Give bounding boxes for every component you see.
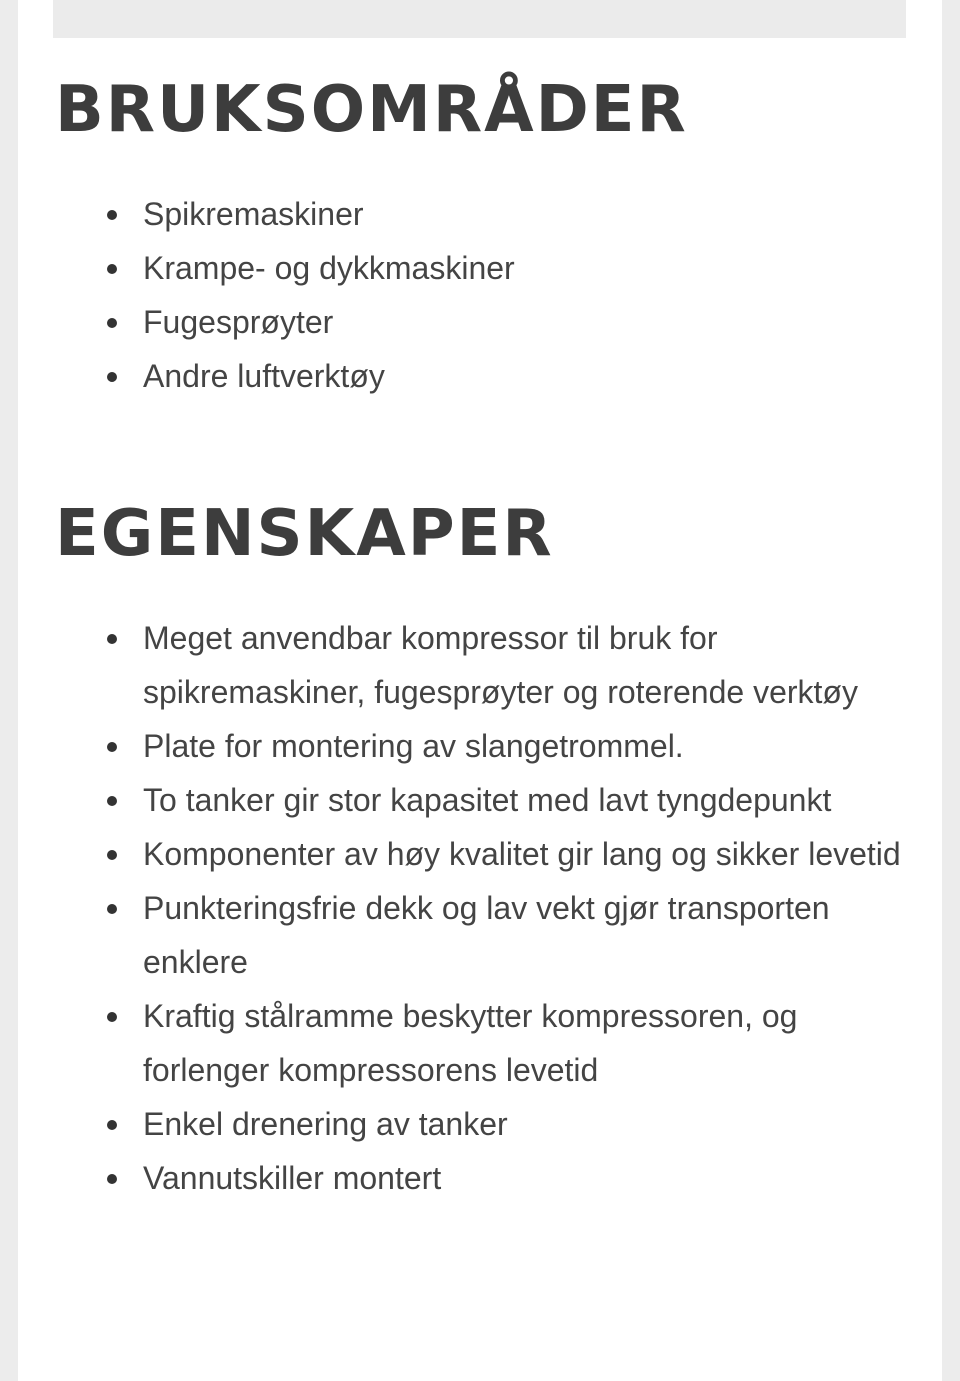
list-item-text: Plate for montering av slangetrommel. [143,728,684,764]
list-item [143,611,903,719]
list-item-text: Punkteringsfrie dekk og lav vekt gjør transporten enklere [143,890,830,980]
list-item-text: Fugesprøyter [143,304,334,340]
top-image-placeholder [53,0,906,38]
list-item-text: Komponenter av høy kvalitet gir lang og sikker levetid [143,836,901,872]
list-item [143,241,903,295]
list-item [143,989,903,1097]
list-item [143,719,903,773]
list-item [143,1097,903,1151]
list-item-text: Meget anvendbar kompressor til bruk for spikremaskiner, fugesprøyter og roterende verktøy [143,620,858,710]
content-page [18,0,942,1381]
bullet-icon [107,1120,117,1130]
bullet-icon [107,796,117,806]
list-item-text: Enkel drenering av tanker [143,1106,508,1142]
features-list [143,611,903,1205]
bullet-icon [107,1012,117,1022]
bullet-icon [107,850,117,860]
list-item-text: Vannutskiller montert [143,1160,442,1196]
list-item [143,1151,903,1205]
bullet-icon [107,264,117,274]
list-item [143,827,903,881]
bullet-icon [107,1174,117,1184]
list-item [143,773,903,827]
bullet-icon [107,742,117,752]
list-item [143,295,903,349]
usage-list [143,187,903,403]
section-title-egenskaper: EGENSKAPER [55,497,554,571]
bullet-icon [107,904,117,914]
list-item-text: Kraftig stålramme beskytter kompressoren, og forlenger kompressorens levetid [143,998,798,1088]
bullet-icon [107,318,117,328]
bullet-icon [107,210,117,220]
list-item [143,187,903,241]
list-item [143,349,903,403]
list-item-text: To tanker gir stor kapasitet med lavt tyngdepunkt [143,782,832,818]
list-item [143,881,903,989]
list-item-text: Andre luftverktøy [143,358,385,394]
bullet-icon [107,634,117,644]
list-item-text: Krampe- og dykkmaskiner [143,250,515,286]
section-title-bruksomrader: BRUKSOMRÅDER [55,73,688,147]
bullet-icon [107,372,117,382]
list-item-text: Spikremaskiner [143,196,364,232]
